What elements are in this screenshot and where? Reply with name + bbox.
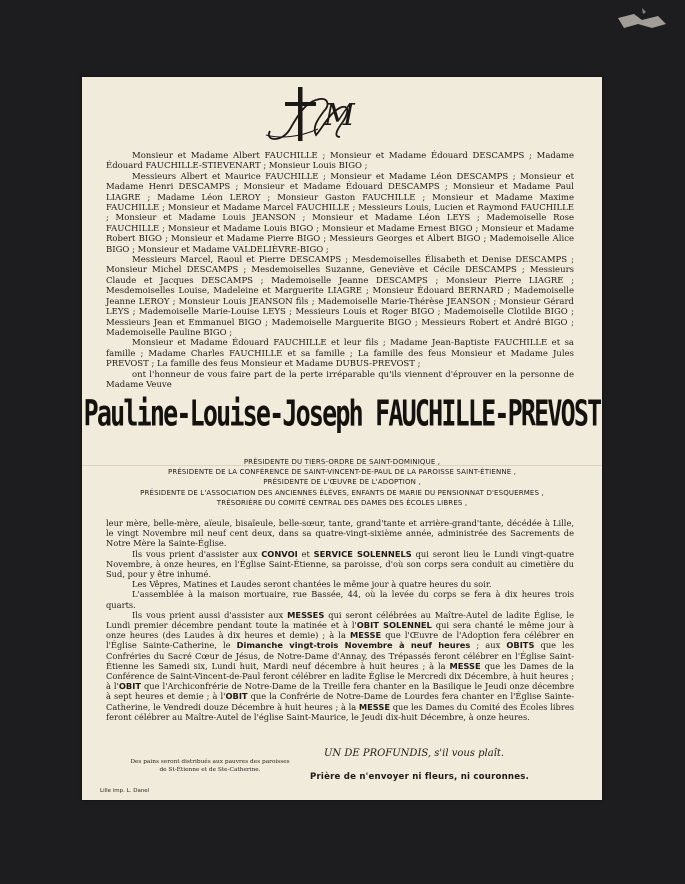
title-line: PRÉSIDENTE DE LA CONFÉRENCE DE SAINT-VINCENT-DE-PAUL DE LA PAROISSE SAINT-ÉTIENNE , (167, 468, 517, 477)
assembly-paragraph: L'assemblée à la maison mortuaire, rue Bassée, 44, où la levée du corps se fera à dix heures trois quarts. (106, 589, 574, 610)
family-paragraph: Monsieur et Madame Édouard FAUCHILLE et leur fils ; Madame Jean-Baptiste FAUCHILLE et sa famille ; Madame Charles FAUCHILLE et sa famille ; La famille des feus Monsieur et Madame Jules PREVOST ; La famille des feus Monsieur et Madame DUBUS-PREVOST ; (106, 338, 574, 370)
title-line: PRÉSIDENTE DE L'ŒUVRE DE L'ADOPTION , (263, 478, 421, 487)
deceased-name: Pauline-Louise-Joseph FAUCHILLE-PREVOST (83, 392, 601, 435)
title-line: PRÉSIDENTE DE L'ASSOCIATION DES ANCIENNES ÉLÈVES, ENFANTS DE MARIE DU PENSIONNAT D'ESQUERMES , (140, 488, 544, 497)
printer-imprint: Lille imp. L. Danel (100, 788, 150, 794)
de-profundis-line: UN DE PROFUNDIS, s'il vous plaît. (324, 748, 505, 759)
monogram-letter: M (324, 98, 355, 133)
cross-monogram-emblem (260, 85, 356, 147)
deceased-titles (92, 457, 592, 508)
family-paragraph: Monsieur et Madame Albert FAUCHILLE ; Monsieur et Madame Édouard DESCAMPS ; Madame Édouard FAUCHILLE-STIEVENART ; Monsieur Louis BIGO ; (106, 151, 574, 172)
vespers-paragraph: Les Vêpres, Matines et Laudes seront chantées le même jour à quatre heures du soir. (132, 579, 492, 590)
title-line: PRÉSIDENTE DU TIERS-ORDRE DE SAINT-DOMINIQUE , (243, 458, 441, 466)
announcement-sentence: ont l'honneur de vous faire part de la perte irréparable qu'ils viennent d'éprouver en la personne de Madame Veuve (106, 369, 574, 390)
no-flowers-request: Prière de n'envoyer ni fleurs, ni couronnes. (310, 772, 530, 782)
funeral-notice-sheet (82, 77, 602, 800)
bread-distribution-note: Des pains seront distribués aux pauvres des paroisses de St-Étienne et de Ste-Catherine. (130, 759, 290, 773)
title-line: TRÉSORIÈRE DU COMITÉ CENTRAL DES DAMES DES ÉCOLES LIBRES , (216, 498, 468, 507)
family-list (106, 151, 574, 390)
funeral-paragraph: Ils vous prient d'assister aux CONVOI et SERVICE SOLENNELS qui seront lieu le Lundi vingt-quatre Novembre, à onze heures, en l'Église Saint-Étienne, sa paroisse, d'où son corps sera conduit au cimetière du Sud, pour y être inhumé. (106, 548, 574, 580)
corner-scuff (612, 6, 670, 36)
family-paragraph: Messieurs Albert et Maurice FAUCHILLE ; Monsieur et Madame Léon DESCAMPS ; Monsieur et Madame Henri DESCAMPS ; Monsieur et Madame Édouard DESCAMPS ; Monsieur et Madame Paul LIAGRE ; Madame Léon LEROY ; Monsieur Gaston FAUCHILLE ; Monsieur et Madame Maxime FAUCHILLE ; Monsieur et Madame Marcel FAUCHILLE ; Messieurs Louis, Lucien et Raymond FAUCHILLE ; Monsieur et Madame Louis JEANSON ; Monsieur et Madame Léon LEYS ; Mademoiselle Rose FAUCHILLE ; Monsieur et Madame Louis BIGO ; Monsieur et Madame Ernest BIGO ; Monsieur et Madame Robert BIGO ; Monsieur et Madame Pierre BIGO ; Messieurs Georges et Albert BIGO ; Mademoiselle Alice BIGO ; Monsieur et Madame VALDELIÈVRE-BIGO ; (106, 171, 574, 255)
masses-paragraph: Ils vous prient aussi d'assister aux MESSES qui seront célébrées au Maître-Autel de ladite Église, le Lundi premier décembre pendant toute la matinée et à l'OBIT SOLENNEL qui sera chanté le même jour à onze heures (des Laudes à dix heures et demie) ; à la MESSE que l'Œuvre de l'Adoption fera célébrer en l'Église Sainte-Catherine, le Dimanche vingt-trois Novembre à neuf heures ; aux OBITS que les Confréries du Sacré Cœur de Jésus, de Notre-Dame d'Annay, des Trépassés feront célébrer en l'Église Saint-Étienne les Samedi six, Lundi huit, Mardi neuf décembre à huit heures ; à la MESSE que les Dames de la Conférence de Saint-Vincent-de-Paul feront célébrer en ladite Église le Mercredi dix Décembre, à huit heures ; à l'OBIT que l'Archiconfrérie de Notre-Dame de la Treille fera chanter en la Basilique le Jeudi onze décembre à sept heures et demie ; à l'OBIT que la Confrérie de Notre-Dame de Lourdes fera chanter en l'Église Sainte-Catherine, le Vendredi douze Décembre à huit heures ; à la MESSE que les Dames du Comité des Écoles libres feront célébrer au Maître-Autel de l'église Saint-Maurice, le Jeudi dix-huit Décembre, à onze heures. (106, 609, 575, 722)
family-paragraph: Messieurs Marcel, Raoul et Pierre DESCAMPS ; Mesdemoiselles Élisabeth et Denise DESCAMPS ; Monsieur Michel DESCAMPS ; Mesdemoiselles Suzanne, Geneviève et Cécile DESCAMPS ; Messieurs Claude et Jacques DESCAMPS ; Mademoiselle Jeanne DESCAMPS ; Monsieur Pierre LIAGRE ; Mesdemoiselles Louise, Madeleine et Marguerite LIAGRE ; Monsieur Édouard BERNARD ; Mademoiselle Jeanne LEROY ; Monsieur Louis JEANSON fils ; Mademoiselle Marie-Thérèse JEANSON ; Monsieur Gérard LEYS ; Mademoiselle Marie-Louise LEYS ; Messieurs Louis et Roger BIGO ; Mademoiselle Clotilde BIGO ; Messieurs Jean et Emmanuel BIGO ; Mademoiselle Marguerite BIGO ; Messieurs Robert et André BIGO ; Mademoiselle Pauline BIGO ; (106, 255, 574, 338)
ceremony-details (106, 518, 574, 722)
death-paragraph: leur mère, belle-mère, aïeule, bisaïeule, belle-sœur, tante, grand'tante et arrière-grand'tante, décédée à Lille, le vingt Novembre mil neuf cent deux, dans sa quatre-vingt-sixième année, administrée des Sacrements de Notre Mère la Sainte-Église. (106, 518, 574, 549)
